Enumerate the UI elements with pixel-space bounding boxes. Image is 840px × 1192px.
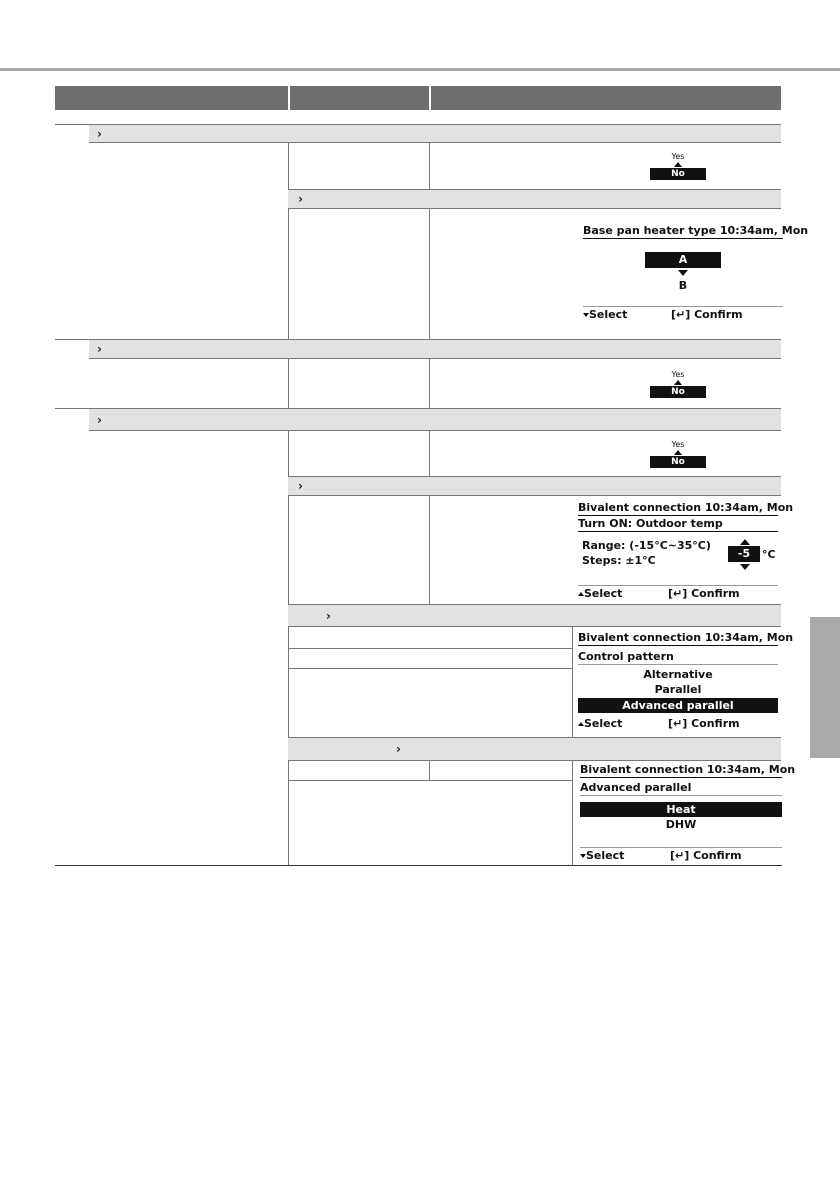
subsection-bar-control-pattern xyxy=(288,604,781,627)
no-option-selected: No xyxy=(650,386,706,398)
footer-select: Select xyxy=(589,308,628,321)
footer-select: Select xyxy=(586,849,625,862)
screen-title: Bivalent connection 10:34am, Mon xyxy=(578,631,794,644)
up-arrow-icon xyxy=(674,380,682,385)
col-divider xyxy=(429,209,430,339)
up-arrow-icon xyxy=(674,450,682,455)
footer-confirm: [↵] Confirm xyxy=(671,308,743,321)
col-divider xyxy=(572,761,573,865)
chevron-right-icon: › xyxy=(97,342,102,356)
screen-title: Bivalent connection 10:34am, Mon xyxy=(580,763,796,776)
lcd-screen-control-pattern xyxy=(578,631,794,735)
row-divider xyxy=(288,780,572,781)
screen-footer xyxy=(578,585,778,600)
option: Alternative xyxy=(643,668,713,681)
option-selected: A xyxy=(645,252,721,268)
footer-confirm: [↵] Confirm xyxy=(668,587,740,600)
lcd-screen-base-pan xyxy=(583,224,809,328)
chevron-right-icon: › xyxy=(326,608,331,623)
yes-no-selector xyxy=(650,440,706,468)
yes-option: Yes xyxy=(671,152,685,161)
subsection-bar-base-pan xyxy=(288,189,781,209)
subsection-bar-advanced-parallel xyxy=(288,737,781,761)
screen-subtitle: Turn ON: Outdoor temp xyxy=(578,517,778,532)
screen-subtitle: Control pattern xyxy=(578,650,778,665)
col-divider xyxy=(429,761,430,780)
no-option-selected: No xyxy=(650,168,706,180)
col-divider xyxy=(429,431,430,476)
col-divider xyxy=(288,359,289,408)
yes-option: Yes xyxy=(671,440,685,449)
footer-confirm: [↵] Confirm xyxy=(668,717,740,730)
screen-footer xyxy=(580,847,782,862)
section-bar-2 xyxy=(89,339,781,359)
option: Parallel xyxy=(654,683,702,696)
yes-no-selector xyxy=(650,370,706,398)
temp-value: -5 xyxy=(728,546,760,562)
steps-text: Steps: ±1°C xyxy=(582,554,656,567)
option: DHW xyxy=(665,818,697,831)
row-divider xyxy=(55,339,89,340)
screen-title: Bivalent connection 10:34am, Mon xyxy=(578,501,794,514)
col-divider xyxy=(429,496,430,604)
up-arrow-icon xyxy=(674,162,682,167)
chevron-right-icon: › xyxy=(97,126,102,141)
screen-footer xyxy=(583,306,783,321)
row-divider xyxy=(55,408,89,409)
footer-select: Select xyxy=(584,717,623,730)
footer-select: Select xyxy=(584,587,623,600)
col-divider xyxy=(429,143,430,189)
option-selected: Advanced parallel xyxy=(578,698,778,713)
section-bar-1 xyxy=(89,124,781,143)
up-arrow-icon xyxy=(740,539,750,545)
table-header-col1 xyxy=(55,86,288,110)
section-bar-3 xyxy=(89,408,781,431)
col-divider xyxy=(288,143,289,339)
range-text: Range: (-15°C~35°C) xyxy=(582,539,711,552)
table-header-col2 xyxy=(290,86,429,110)
lcd-screen-bivalent-temp xyxy=(578,501,794,601)
option-selected: Heat xyxy=(580,802,782,817)
chevron-right-icon: › xyxy=(298,192,303,206)
option: B xyxy=(678,279,688,292)
temp-unit: °C xyxy=(762,548,776,561)
screen-footer xyxy=(578,717,740,730)
col-divider xyxy=(429,359,430,408)
side-tab xyxy=(810,617,840,758)
yes-option: Yes xyxy=(671,370,685,379)
row-divider xyxy=(288,648,572,649)
footer-confirm: [↵] Confirm xyxy=(670,849,742,862)
chevron-right-icon: › xyxy=(298,479,303,493)
down-arrow-icon xyxy=(678,270,688,276)
no-option-selected: No xyxy=(650,456,706,468)
subsection-bar-bivalent xyxy=(288,476,781,496)
row-divider xyxy=(55,124,89,125)
table-header-col3 xyxy=(431,86,781,110)
row-divider xyxy=(288,668,572,669)
down-arrow-icon xyxy=(740,564,750,570)
chevron-right-icon: › xyxy=(97,412,102,427)
top-rule xyxy=(0,68,840,71)
table-bottom-rule xyxy=(55,865,782,866)
chevron-right-icon: › xyxy=(396,742,401,756)
screen-title: Base pan heater type 10:34am, Mon xyxy=(583,224,809,237)
yes-no-selector xyxy=(650,152,706,180)
col-divider xyxy=(572,627,573,737)
screen-subtitle: Advanced parallel xyxy=(580,781,782,796)
lcd-screen-advanced-parallel xyxy=(580,763,796,863)
